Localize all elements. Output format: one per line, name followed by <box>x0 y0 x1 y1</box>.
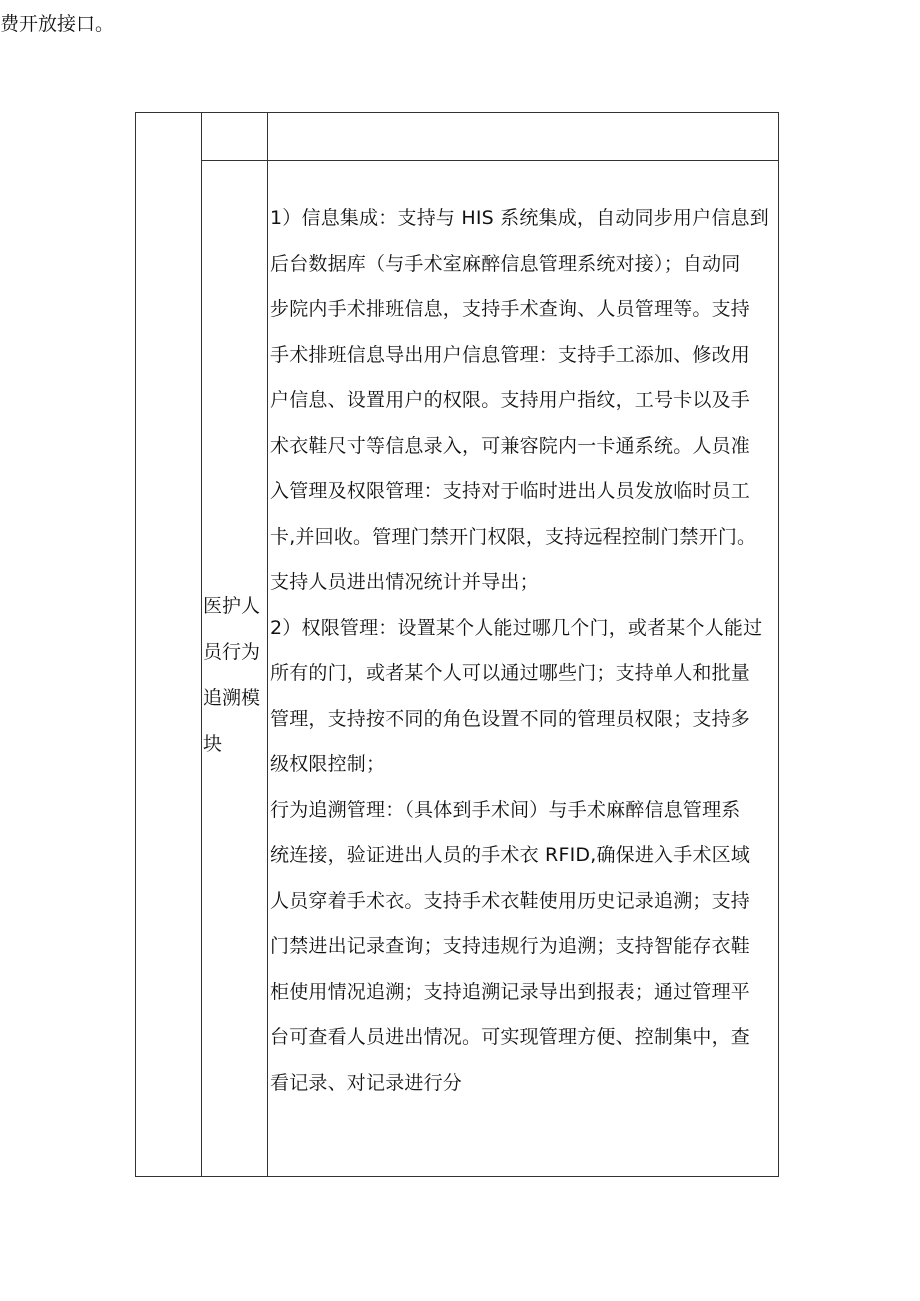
table-left-border <box>135 112 136 1177</box>
module-label-line: 追溯模 <box>203 687 261 709</box>
content-line: 管理，支持按不同的角色设置不同的管理员权限；支持多 <box>270 707 751 730</box>
content-line: 所有的门，或者某个人可以通过哪些门；支持单人和批量 <box>270 662 751 684</box>
content-line: 级权限控制； <box>270 753 386 775</box>
content-line: 人员穿着手术衣。支持手术衣鞋使用历史记录追溯；支持 <box>270 889 751 912</box>
table-row-continuation <box>0 0 508 49</box>
module-label-line: 医护人 <box>203 595 261 617</box>
module-label-line: 员行为 <box>203 641 261 663</box>
content-line: 户信息、设置用户的权限。支持用户指纹，工号卡以及手 <box>270 389 751 411</box>
table-bottom-border <box>135 1176 779 1177</box>
content-line: 后台数据库（与手术室麻醉信息管理系统对接）；自动同 <box>270 252 741 275</box>
content-line: 手术排班信息导出用户信息管理：支持手工添加、修改用 <box>270 343 751 366</box>
content-line: 卡,并回收。管理门禁开门权限，支持远程控制门禁开门。 <box>270 525 757 548</box>
content-line: 支持人员进出情况统计并导出； <box>270 571 539 593</box>
content-line: 看记录、对记录进行分 <box>270 1071 463 1094</box>
content-line: 2）权限管理：设置某个人能过哪几个门，或者某个人能过 <box>270 616 763 639</box>
module-description-cell <box>270 196 780 1106</box>
content-line: 统连接，验证进出人员的手术衣 RFID,确保进入手术区域 <box>270 844 751 866</box>
table-top-border <box>135 112 779 113</box>
row-divider <box>201 160 779 161</box>
content-line: 台可查看人员进出情况。可实现管理方便、控制集中，查 <box>270 1026 751 1048</box>
content-line: 术衣鞋尺寸等信息录入，可兼容院内一卡通系统。人员准 <box>270 434 751 457</box>
content-line: 门禁进出记录查询；支持违规行为追溯；支持智能存衣鞋 <box>270 935 751 957</box>
content-line: 1）信息集成：支持与 HIS 系统集成，自动同步用户信息到 <box>270 207 769 229</box>
content-line: 步院内手术排班信息，支持手术查询、人员管理等。支持 <box>270 298 751 320</box>
content-line: 行为追溯管理：（具体到手术间）与手术麻醉信息管理系 <box>270 798 741 821</box>
column-divider-1 <box>201 112 202 1177</box>
row1-text: 费开放接口。 <box>0 13 115 35</box>
content-line: 入管理及权限管理：支持对于临时进出人员发放临时员工 <box>270 480 751 502</box>
module-label-line: 块 <box>203 733 223 755</box>
content-line: 柜使用情况追溯；支持追溯记录导出到报表；通过管理平 <box>270 980 751 1003</box>
module-name-cell <box>203 583 269 767</box>
